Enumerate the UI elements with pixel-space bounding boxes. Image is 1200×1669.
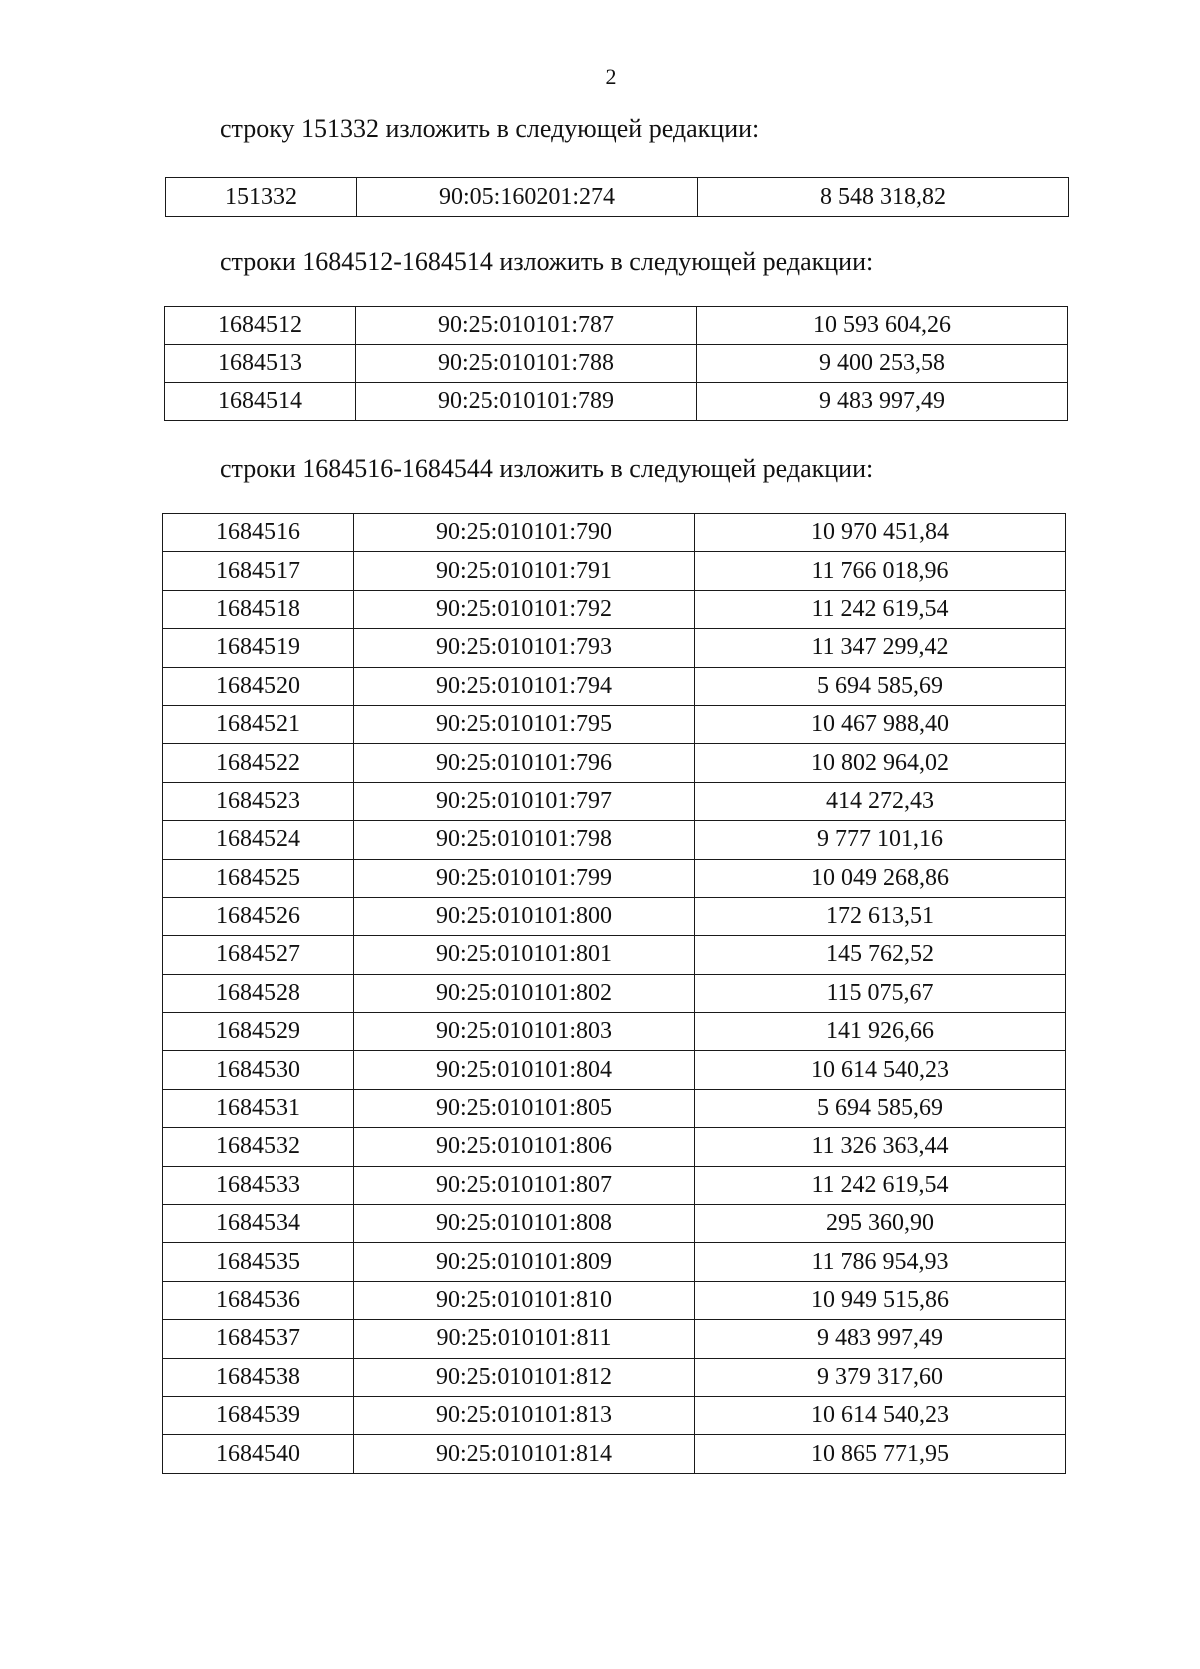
cadastral-number-cell: 90:25:010101:788 [356, 345, 697, 383]
value-cell: 295 360,90 [695, 1205, 1066, 1243]
row-number-cell: 1684519 [163, 629, 354, 667]
section-heading: строки 1684512-1684514 изложить в следующей редакции: [220, 247, 874, 276]
value-cell: 11 347 299,42 [695, 629, 1066, 667]
row-number-cell: 1684540 [163, 1435, 354, 1473]
row-number-cell: 1684530 [163, 1051, 354, 1089]
cadastral-number-cell: 90:25:010101:800 [354, 897, 695, 935]
table-row [163, 552, 1066, 590]
row-number-cell: 1684538 [163, 1358, 354, 1396]
cadastral-number-cell: 90:25:010101:814 [354, 1435, 695, 1473]
table-row [163, 936, 1066, 974]
row-number-cell: 1684522 [163, 744, 354, 782]
section-heading: строки 1684516-1684544 изложить в следующей редакции: [220, 454, 874, 483]
value-cell: 10 467 988,40 [695, 705, 1066, 743]
row-number-cell: 1684534 [163, 1205, 354, 1243]
cadastral-number-cell: 90:25:010101:795 [354, 705, 695, 743]
value-cell: 10 593 604,26 [697, 307, 1068, 345]
cadastral-number-cell: 90:25:010101:797 [354, 782, 695, 820]
cadastral-number-cell: 90:25:010101:789 [356, 383, 697, 421]
row-number-cell: 1684525 [163, 859, 354, 897]
row-number-cell: 1684526 [163, 897, 354, 935]
value-cell: 10 802 964,02 [695, 744, 1066, 782]
row-number-cell: 1684523 [163, 782, 354, 820]
table-row [163, 514, 1066, 552]
cadastral-number-cell: 90:25:010101:806 [354, 1128, 695, 1166]
cadastral-number-cell: 90:25:010101:794 [354, 667, 695, 705]
row-number-cell: 1684535 [163, 1243, 354, 1281]
value-cell: 11 242 619,54 [695, 590, 1066, 628]
table-row [163, 1089, 1066, 1127]
cadastral-number-cell: 90:25:010101:802 [354, 974, 695, 1012]
cadastral-number-cell: 90:25:010101:813 [354, 1396, 695, 1434]
row-number-cell: 1684537 [163, 1320, 354, 1358]
row-number-cell: 1684528 [163, 974, 354, 1012]
cadastral-number-cell: 90:25:010101:798 [354, 821, 695, 859]
value-cell: 9 777 101,16 [695, 821, 1066, 859]
cadastral-number-cell: 90:25:010101:805 [354, 1089, 695, 1127]
cadastral-number-cell: 90:25:010101:796 [354, 744, 695, 782]
value-cell: 115 075,67 [695, 974, 1066, 1012]
cadastral-number-cell: 90:25:010101:792 [354, 590, 695, 628]
cadastral-number-cell: 90:25:010101:808 [354, 1205, 695, 1243]
table-row [163, 1166, 1066, 1204]
table-row [163, 667, 1066, 705]
row-number-cell: 1684531 [163, 1089, 354, 1127]
cadastral-number-cell: 90:25:010101:810 [354, 1281, 695, 1319]
value-cell: 8 548 318,82 [698, 178, 1069, 217]
cadastral-number-cell: 90:25:010101:790 [354, 514, 695, 552]
table-row [163, 590, 1066, 628]
row-number-cell: 1684518 [163, 590, 354, 628]
row-number-cell: 1684529 [163, 1013, 354, 1051]
value-cell: 145 762,52 [695, 936, 1066, 974]
cadastral-number-cell: 90:25:010101:804 [354, 1051, 695, 1089]
row-number-cell: 1684517 [163, 552, 354, 590]
value-cell: 5 694 585,69 [695, 1089, 1066, 1127]
table-row [163, 1435, 1066, 1473]
table-row [163, 744, 1066, 782]
table-row [166, 178, 1069, 217]
section-heading: строку 151332 изложить в следующей редакции: [220, 114, 760, 143]
row-number-cell: 1684516 [163, 514, 354, 552]
value-cell: 11 242 619,54 [695, 1166, 1066, 1204]
cadastral-number-cell: 90:25:010101:803 [354, 1013, 695, 1051]
cadastral-number-cell: 90:25:010101:809 [354, 1243, 695, 1281]
row-number-cell: 1684539 [163, 1396, 354, 1434]
value-cell: 172 613,51 [695, 897, 1066, 935]
row-number-cell: 1684512 [165, 307, 356, 345]
value-cell: 10 614 540,23 [695, 1396, 1066, 1434]
table-row [163, 1281, 1066, 1319]
table-row [163, 1396, 1066, 1434]
value-cell: 10 865 771,95 [695, 1435, 1066, 1473]
table-row [163, 897, 1066, 935]
cadastral-number-cell: 90:25:010101:791 [354, 552, 695, 590]
row-number-cell: 1684521 [163, 705, 354, 743]
value-cell: 10 970 451,84 [695, 514, 1066, 552]
value-cell: 10 614 540,23 [695, 1051, 1066, 1089]
cadastral-number-cell: 90:25:010101:793 [354, 629, 695, 667]
row-number-cell: 1684536 [163, 1281, 354, 1319]
table-row [165, 383, 1068, 421]
table-row [163, 629, 1066, 667]
row-number-cell: 1684527 [163, 936, 354, 974]
value-cell: 9 483 997,49 [695, 1320, 1066, 1358]
table-row [163, 1358, 1066, 1396]
table-row [165, 345, 1068, 383]
row-number-cell: 1684520 [163, 667, 354, 705]
value-cell: 414 272,43 [695, 782, 1066, 820]
page-number: 2 [605, 64, 617, 89]
row-number-cell: 1684513 [165, 345, 356, 383]
table-row [163, 1051, 1066, 1089]
cadastral-table [164, 306, 1068, 421]
row-number-cell: 151332 [166, 178, 357, 217]
cadastral-number-cell: 90:25:010101:787 [356, 307, 697, 345]
cadastral-table [162, 513, 1066, 1474]
row-number-cell: 1684514 [165, 383, 356, 421]
table-row [163, 782, 1066, 820]
table-row [163, 1205, 1066, 1243]
row-number-cell: 1684532 [163, 1128, 354, 1166]
value-cell: 10 949 515,86 [695, 1281, 1066, 1319]
table-row [163, 821, 1066, 859]
table-row [163, 1128, 1066, 1166]
row-number-cell: 1684524 [163, 821, 354, 859]
table-row [165, 307, 1068, 345]
cadastral-number-cell: 90:25:010101:807 [354, 1166, 695, 1204]
value-cell: 9 379 317,60 [695, 1358, 1066, 1396]
table-row [163, 974, 1066, 1012]
table-row [163, 1013, 1066, 1051]
value-cell: 9 483 997,49 [697, 383, 1068, 421]
table-row [163, 1320, 1066, 1358]
cadastral-table [165, 177, 1069, 217]
cadastral-number-cell: 90:05:160201:274 [357, 178, 698, 217]
value-cell: 141 926,66 [695, 1013, 1066, 1051]
value-cell: 11 766 018,96 [695, 552, 1066, 590]
value-cell: 11 326 363,44 [695, 1128, 1066, 1166]
row-number-cell: 1684533 [163, 1166, 354, 1204]
value-cell: 9 400 253,58 [697, 345, 1068, 383]
value-cell: 11 786 954,93 [695, 1243, 1066, 1281]
cadastral-number-cell: 90:25:010101:799 [354, 859, 695, 897]
cadastral-number-cell: 90:25:010101:812 [354, 1358, 695, 1396]
value-cell: 5 694 585,69 [695, 667, 1066, 705]
table-row [163, 705, 1066, 743]
cadastral-number-cell: 90:25:010101:811 [354, 1320, 695, 1358]
table-row [163, 859, 1066, 897]
cadastral-number-cell: 90:25:010101:801 [354, 936, 695, 974]
table-row [163, 1243, 1066, 1281]
value-cell: 10 049 268,86 [695, 859, 1066, 897]
